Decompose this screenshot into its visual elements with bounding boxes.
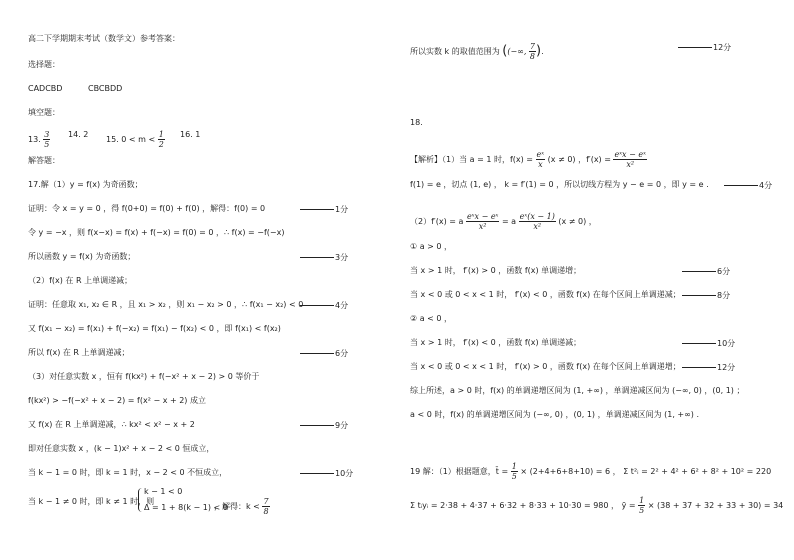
q17-line-2: 证明：令 x = y = 0 ，得 f(0+0) = f(0) + f(0) ，解得：f(0) = 0 [28,204,266,213]
fprime2-fraction-b [519,212,556,231]
answer-15-numerator: 1 [158,130,164,139]
ybar-denominator: 5 [639,506,645,515]
fprime2-numerator-b: eˣ(x − 1) [519,212,555,221]
score-label: 12分 [713,43,732,52]
q17-score-1 [300,204,348,215]
answer-13-denominator: 5 [44,140,50,149]
q17-score-4 [300,300,348,311]
answer-13-fraction [43,130,50,149]
answer-13-numerator: 3 [44,130,50,139]
q19-line-2 [410,496,783,515]
q18-case-1: ① a > 0 ， [410,242,453,251]
q19-line-1-squares: Σ t²ᵢ = 2² + 4² + 6² + 8² + 10² = 220 [623,467,772,476]
fprime2-fraction-a [466,212,499,231]
q18-summary-1: 综上所述，a > 0 时，f(x) 的单调递增区间为 (1, +∞) ，单调递减区间为 (−∞, 0) ，(0, 1) ； [410,386,745,395]
q17-solve-label: ，解得：k < [214,502,260,511]
answer-15-fraction [158,130,165,149]
q19-line-2-ybar: ȳ = [621,501,636,510]
interval-start: (−∞, [507,47,527,56]
q19-line-2-products: Σ tᵢyᵢ = 2·38 + 4·37 + 6·32 + 8·33 + 10·30 = 980 ， [410,501,620,510]
q17-system-2: Δ = 1 + 8(k − 1) < 0 [144,503,228,512]
q17-line-1: 17.解（1）y = f(x) 为奇函数； [28,180,143,189]
q17-line-6: 证明：任意取 x₁, x₂ ∈ R ，且 x₁ > x₂ ，则 x₁ − x₂ > 0 ，∴ f(x₁ − x₂) < 0 [28,300,304,309]
q18-line-2: f(1) = e ，切点 (1, e) ， k = f′(1) = 0 ，所以切线方程为 y − e = 0 ，即 y = e . [410,180,709,189]
q17-solve-fraction [262,497,269,516]
answer-14: 14. 2 [68,130,89,139]
q17-line-8: 所以 f(x) 在 R 上单调递减； [28,348,130,357]
q18-line-1-text: 【解析】（1）当 a = 1 时，f(x) = [410,155,533,164]
score-dash [724,185,758,186]
score-label: 9分 [335,421,349,430]
q18-line-3-text: （2）f′(x) = a [410,217,464,226]
score-dash [300,425,334,426]
score-label: 3分 [335,253,349,262]
answer-13 [28,130,50,149]
score-dash [682,295,716,296]
q18-line-5: 当 x < 0 或 0 < x < 1 时， f′(x) < 0 ，函数 f(x) 在每个区间上单调递减； [410,290,681,299]
q18-line-7: 当 x < 0 或 0 < x < 1 时， f′(x) > 0 ，函数 f(x) 在每个区间上单调递增； [410,362,681,371]
tbar-fraction [511,462,518,481]
choice-heading: 选择题： [28,60,60,69]
score-label: 10分 [335,469,354,478]
q18-line-3-end: (x ≠ 0) ， [558,217,597,226]
score-dash [300,209,334,210]
ybar-fraction [638,496,645,515]
score-dash [682,343,716,344]
interval-close: ) [536,43,542,59]
tbar-denominator: 5 [511,472,517,481]
fill-heading: 填空题： [28,108,60,117]
q17-conclusion-text: 所以实数 k 的取值范围为 [410,47,500,56]
fprime-fraction [613,150,646,169]
q18-line-3 [410,212,597,231]
fx-fraction [536,150,546,169]
score-dash [300,257,334,258]
q18-score-8 [682,290,730,301]
ybar-numerator: 1 [639,496,645,505]
q17-score-12 [678,42,731,53]
score-label: 4分 [759,181,773,190]
q18-summary-2: a < 0 时，f(x) 的单调递增区间为 (−∞, 0) ，(0, 1) ，单调递减区间为 (1, +∞) . [410,410,699,419]
q17-line-4: 所以函数 y = f(x) 为奇函数； [28,252,136,261]
score-dash [300,353,334,354]
brace [138,488,143,512]
q17-line-3: 令 y = −x ，则 f(x−x) = f(x) + f(−x) = f(0) = 0 ，∴ f(x) = −f(−x) [28,228,285,237]
q18-number: 18. [410,118,423,127]
score-dash [300,305,334,306]
interval-denominator: 8 [529,52,536,61]
q18-score-6 [682,266,730,277]
q17-score-3 [300,252,348,263]
score-dash [678,47,712,48]
q17-score-6 [300,348,348,359]
q17-line-13: 当 k − 1 = 0 时，即 k = 1 时，x − 2 < 0 不恒成立， [28,468,228,477]
answer-15-label: 15. 0 < m < [106,135,156,144]
q18-line-3-mid: = a [501,217,517,226]
q17-line-7: 又 f(x₁ − x₂) = f(x₁) + f(−x₂) = f(x₁) − f(x₂) < 0 ，即 f(x₁) < f(x₂) [28,324,281,333]
score-label: 4分 [335,301,349,310]
interval-numerator: 7 [529,42,536,51]
score-label: 8分 [717,291,731,300]
fprime2-numerator-a: eˣx − eˣ [466,212,499,221]
q19-line-1-sum: × (2+4+6+8+10) = 6 ， [520,467,621,476]
score-dash [682,271,716,272]
fx-denominator: x [538,160,543,169]
q17-line-14: 当 k − 1 ≠ 0 时，即 k ≠ 1 时，则 [28,497,155,506]
q18-case-2: ② a < 0 ， [410,314,453,323]
doc-title: 高二下学期期末考试（数学文）参考答案： [28,34,180,43]
q17-line-12: 即对任意实数 x ，(k − 1)x² + x − 2 < 0 恒成立， [28,444,215,453]
score-label: 1分 [335,205,349,214]
q17-line-10: f(kx²) > −f(−x² + x − 2) = f(x² − x + 2) 成立 [28,396,206,405]
q18-score-10 [682,338,735,349]
q18-line-4: 当 x > 1 时， f′(x) > 0 ，函数 f(x) 单调递增； [410,266,582,275]
q19-line-2-sum: × (38 + 37 + 32 + 33 + 30) = 34 [647,501,784,510]
q18-line-6: 当 x > 1 时， f′(x) < 0 ，函数 f(x) 单调递减； [410,338,582,347]
choice-answers-b: CBCBDD [88,84,123,93]
q17-solve-denominator: 8 [263,507,269,516]
q17-solve [214,497,270,516]
answer-15-denominator: 2 [158,140,164,149]
q18-score-4 [724,180,772,191]
score-dash [300,473,334,474]
score-label: 6分 [717,267,731,276]
q17-score-9 [300,420,348,431]
score-dash [682,367,716,368]
q17-score-10 [300,468,353,479]
q17-conclusion [410,42,544,61]
answer-15 [106,130,165,149]
score-label: 6分 [335,349,349,358]
fprime2-denominator-b: x² [533,222,542,231]
q19-line-1-text: 19 解：（1）根据题意，t̄ = [410,467,509,476]
score-label: 10分 [717,339,736,348]
solution-heading: 解答题： [28,156,60,165]
q17-system-1: k − 1 < 0 [144,487,183,496]
fx-numerator: eˣ [536,150,545,159]
interval-open: ( [502,43,508,59]
fprime-numerator: eˣx − eˣ [614,150,646,159]
answer-16: 16. 1 [180,130,201,139]
q18-line-1-mid: (x ≠ 0) ，f′(x) = [547,155,611,164]
q18-line-1 [410,150,647,169]
tbar-numerator: 1 [511,462,517,471]
interval-period: . [541,47,544,56]
score-label: 12分 [717,363,736,372]
choice-answers-a: CADCBD [28,84,63,93]
fprime2-denominator-a: x² [478,222,487,231]
fprime-denominator: x² [626,160,635,169]
q19-line-1 [410,462,771,481]
q17-line-5: （2）f(x) 在 R 上单调递减； [28,276,133,285]
q17-solve-numerator: 7 [263,497,269,506]
q18-score-12 [682,362,735,373]
interval-fraction [529,42,536,61]
q17-line-9: （3）对任意实数 x ，恒有 f(kx²) + f(−x² + x − 2) > 0 等价于 [28,372,260,381]
answer-13-label: 13. [28,135,41,144]
q17-line-11: 又 f(x) 在 R 上单调递减，∴ kx² < x² − x + 2 [28,420,195,429]
